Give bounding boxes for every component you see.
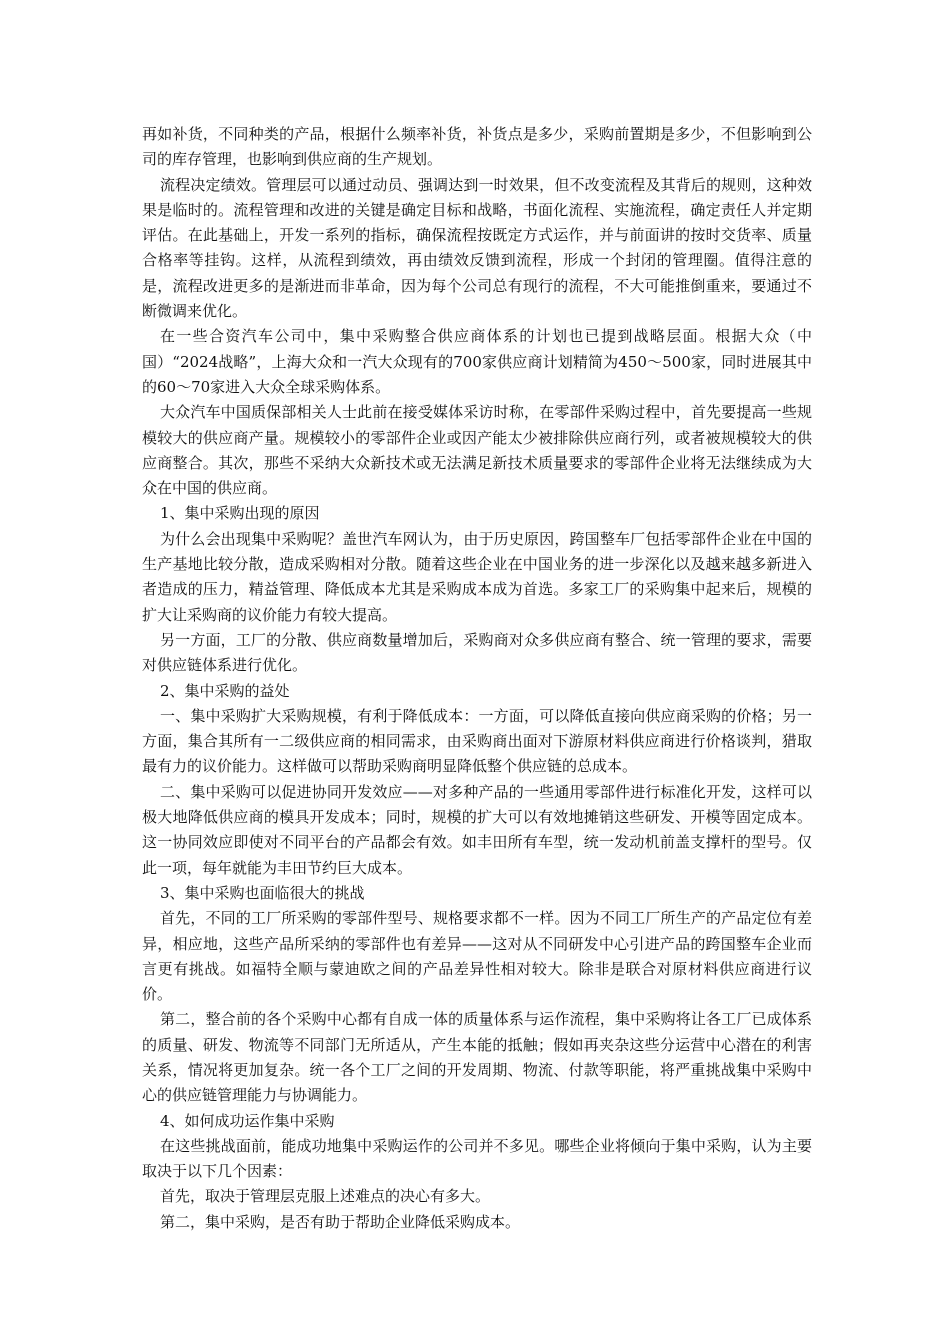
paragraph-replenishment: 再如补货，不同种类的产品，根据什么频率补货，补货点是多少，采购前置期是多少，不但影响到公司的库存管理，也影响到供应商的生产规划。 <box>142 125 812 169</box>
paragraph-success-factors: 在这些挑战面前，能成功地集中采购运作的公司并不多见。哪些企业将倾向于集中采购，认为主要取决于以下几个因素： <box>142 1136 812 1181</box>
paragraph-supplier-integration: 另一方面，工厂的分散、供应商数量增加后，采购商对众多供应商有整合、统一管理的要求，需要对供应链体系进行优化。 <box>142 630 812 675</box>
section-heading-reasons: 1、集中采购出现的原因 <box>160 504 320 523</box>
paragraph-volkswagen-quality: 大众汽车中国质保部相关人士此前在接受媒体采访时称，在零部件采购过程中，首先要提高一些规模较大的供应商产量。规模较小的零部件企业或因产能太少被排除供应商行列，或者被规模较大的供应商整合。其次，那些不采纳大众新技术或无法满足新技术质量要求的零部件企业将无法继续成为大众在中国的供应商。 <box>142 403 812 498</box>
paragraph-factor-management: 首先，取决于管理层克服上述难点的决心有多大。 <box>160 1187 491 1206</box>
section-heading-challenges: 3、集中采购也面临很大的挑战 <box>160 883 365 902</box>
section-heading-benefits: 2、集中采购的益处 <box>160 681 290 700</box>
paragraph-factor-cost: 第二，集中采购，是否有助于帮助企业降低采购成本。 <box>160 1212 521 1231</box>
paragraph-process-performance: 流程决定绩效。管理层可以通过动员、强调达到一时效果，但不改变流程及其背后的规则，这种效果是临时的。流程管理和改进的关键是确定目标和战略，书面化流程、实施流程，确定责任人并定期评估。在此基础上，开发一系列的指标，确保流程按既定方式运作，并与前面讲的按时交货率、质量合格率等挂钩。这样，从流程到绩效，再由绩效反馈到流程，形成一个封闭的管理圈。值得注意的是，流程改进更多的是渐进而非革命，因为每个公司总有现行的流程，不大可能推倒重来，要通过不断微调来优化。 <box>142 175 812 321</box>
paragraph-challenge-systems: 第二，整合前的各个采购中心都有自成一体的质量体系与运作流程，集中采购将让各工厂已成体系的质量、研发、物流等不同部门无所适从，产生本能的抵触；假如再夹杂这些分运营中心潜在的利害关系，情况将更加复杂。统一各个工厂之间的开发周期、物流、付款等职能，将严重挑战集中采购中心的供应链管理能力与协调能力。 <box>142 1010 812 1105</box>
paragraph-benefit-scale: 一、集中采购扩大采购规模，有利于降低成本：一方面，可以降低直接向供应商采购的价格；另一方面，集合其所有一二级供应商的相同需求，由采购商出面对下游原材料供应商进行价格谈判，猎取最有力的议价能力。这样做可以帮助采购商明显降低整个供应链的总成本。 <box>142 706 812 776</box>
paragraph-joint-venture-strategy: 在一些合资汽车公司中，集中采购整合供应商体系的计划也已提到战略层面。根据大众（中国）“2024战略”，上海大众和一汽大众现有的700家供应商计划精简为450～500家，同时进展其中的60～70家进入大众全球采购体系。 <box>142 327 812 396</box>
paragraph-benefit-synergy: 二、集中采购可以促进协同开发效应——对多种产品的一些通用零部件进行标准化开发，这样可以极大地降低供应商的模具开发成本；同时，规模的扩大可以有效地摊销这些研发、开模等固定成本。这一协同效应即使对不同平台的产品都会有效。如丰田所有车型，统一发动机前盖支撑杆的型号。仅此一项，每年就能为丰田节约巨大成本。 <box>142 782 812 877</box>
document-body <box>142 122 812 1235</box>
section-heading-success: 4、如何成功运作集中采购 <box>160 1111 335 1130</box>
paragraph-challenge-specs: 首先，不同的工厂所采购的零部件型号、规格要求都不一样。因为不同工厂所生产的产品定位有差异，相应地，这些产品所采纳的零部件也有差异——这对从不同研发中心引进产品的跨国整车企业而言更有挑战。如福特全顺与蒙迪欧之间的产品差异性相对较大。除非是联合对原材料供应商进行议价。 <box>142 909 812 1004</box>
paragraph-reasons: 为什么会出现集中采购呢？盖世汽车网认为，由于历史原因，跨国整车厂包括零部件企业在中国的生产基地比较分散，造成采购相对分散。随着这些企业在中国业务的进一步深化以及越来越多新进入者造成的压力，精益管理、降低成本尤其是采购成本成为首选。多家工厂的采购集中起来后，规模的扩大让采购商的议价能力有较大提高。 <box>142 529 812 624</box>
